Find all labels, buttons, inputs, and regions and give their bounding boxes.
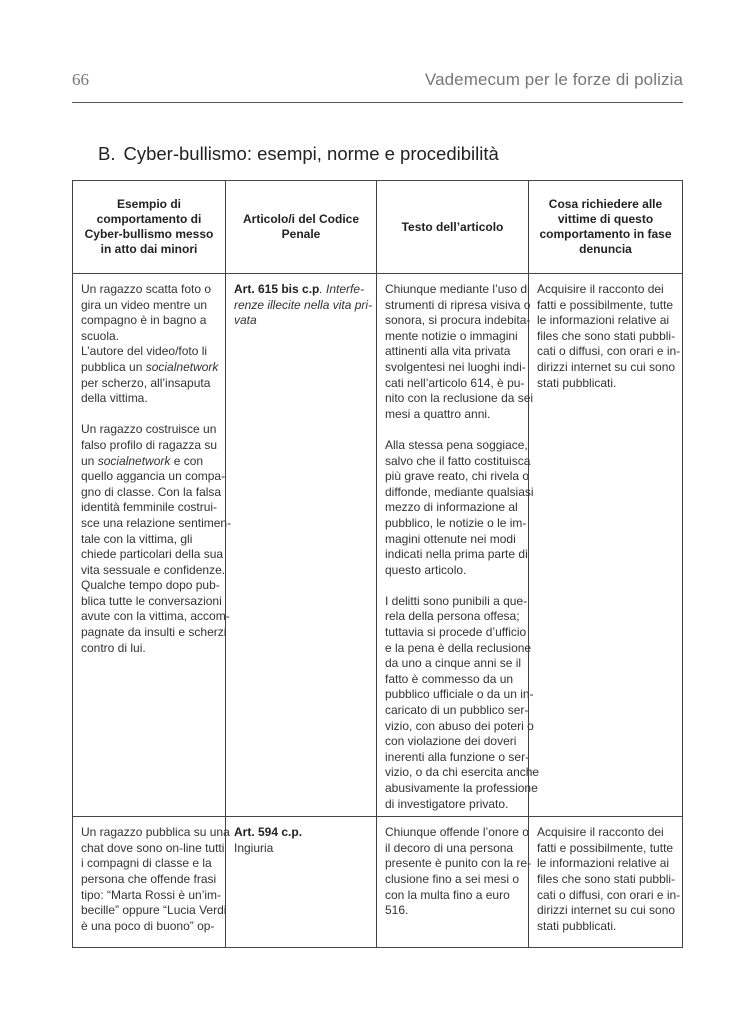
section-letter: B. (98, 143, 116, 164)
text-line: becille” oppure “Lucia Verdi (81, 903, 227, 918)
table-row (73, 817, 683, 948)
text-line: più grave reato, chi rivela o (385, 469, 530, 484)
cell-request (529, 274, 683, 817)
cell-article (226, 817, 377, 948)
text-line: stati pubblicati. (537, 375, 617, 390)
text-line: persona che offende frasi (81, 871, 217, 886)
text-line: da uno a cinque anni se il (385, 656, 522, 671)
text-line: rela della persona offesa; (385, 609, 520, 624)
cell-article-text (377, 274, 540, 817)
text-line: Chiunque offende l’onore o (385, 825, 529, 840)
text-line: fatti e possibilmente, tutte (537, 297, 674, 312)
text-line: avute con la vittima, accom- (81, 609, 230, 624)
text-line: compagno è in bagno a (81, 313, 207, 328)
text-line: pubblico, le notizie o le im- (385, 515, 527, 530)
text-line: cati nell’articolo 614, è pu- (385, 375, 525, 390)
text-line: con la multa fino a euro (385, 887, 510, 902)
text-line: il decoro di una persona (385, 840, 514, 855)
text-line: L’autore del video/foto li (81, 344, 208, 359)
text-line: caricato di un pubblico ser- (385, 703, 529, 718)
text-line: chat dove sono on-line tutti (81, 840, 225, 855)
text-line: clusione fino a sei mesi o (385, 871, 520, 886)
text-line: i compagni di classe e la (81, 856, 212, 871)
text-line: tuttavia si procede d’ufficio (385, 625, 527, 640)
text-line: scuola. (81, 328, 120, 343)
cell-example (73, 817, 230, 948)
text-line: quello aggancia un compa- (81, 469, 226, 484)
text-line: le informazioni relative ai (537, 856, 670, 871)
text-line: contro di lui. (81, 640, 146, 655)
section-title (98, 143, 507, 165)
text-line: pubblico ufficiale o da un in- (385, 687, 534, 702)
page-header (72, 70, 683, 103)
text-line: gira un video mentre un (81, 297, 208, 312)
cyberbullying-table (72, 180, 683, 948)
text-line: sce una relazione sentimen- (81, 515, 232, 530)
text-line: vita sessuale e confidenze. (81, 562, 226, 577)
text-line: pubblica un socialnetwork (81, 359, 219, 374)
text-line: inerenti alla funzione o ser- (385, 749, 530, 764)
text-line: cati o diffusi, con orari e in- (537, 887, 681, 902)
text-line: vata (234, 313, 257, 328)
text-line: attinenti alla vita privata (385, 344, 511, 359)
cell-request (529, 817, 683, 948)
text-line: Un ragazzo costruisce un (81, 422, 217, 437)
column-header-example: Esempio di comportamento di Cyber-bullismo messo in atto dai minori (73, 181, 226, 274)
table-header-row (73, 181, 683, 274)
text-line: le informazioni relative ai (537, 313, 670, 328)
text-line: salvo che il fatto costituisca (385, 453, 531, 468)
running-title: Vademecum per le forze di polizia (424, 70, 683, 89)
text-line: è una poco di buono” op- (81, 918, 215, 933)
text-line: renze illecite nella vita pri- (234, 297, 373, 312)
text-line: tale con la vittima, gli (81, 531, 193, 546)
text-line: svolgentesi nei luoghi indi- (385, 359, 526, 374)
text-line: nito con la reclusione da sei (385, 391, 534, 406)
paragraph-gap (81, 407, 217, 423)
text-line: files che sono stati pubbli- (537, 328, 676, 343)
text-line: Acquisire il racconto dei (537, 825, 664, 840)
text-line: stati pubblicati. (537, 918, 617, 933)
table-row (73, 274, 683, 817)
text-line: indicati nella prima parte di (385, 547, 528, 562)
text-line: fatti e possibilmente, tutte (537, 840, 674, 855)
text-line: cati o diffusi, con orari e in- (537, 344, 681, 359)
text-line: della vittima. (81, 391, 148, 406)
section-title-text: Cyber-bullismo: esempi, norme e procedibilità (123, 143, 499, 164)
text-line: falso profilo di ragazza su (81, 437, 218, 452)
text-line: . Interfe- (319, 282, 365, 296)
cell-article-text (377, 817, 532, 948)
paragraph-gap (385, 422, 520, 438)
column-header-request: Cosa richiedere alle vittime di questo comportamento in fase denuncia (529, 181, 683, 274)
text-line: Chiunque mediante l’uso di (385, 282, 530, 296)
text-line: pagnate da insulti e scherzi (81, 625, 227, 640)
text-line: Un ragazzo pubblica su una (81, 825, 230, 840)
text-line: blica tutte le conversazioni (81, 593, 222, 608)
column-header-text: Testo dell’articolo (377, 181, 529, 274)
text-line: 516. (385, 903, 409, 918)
text-line: di investigatore privato. (385, 796, 509, 811)
cell-article (226, 274, 377, 817)
text-line: vizio, o da chi esercita anche (385, 765, 540, 780)
text-line: files che sono stati pubbli- (537, 871, 676, 886)
text-line: tipo: “Marta Rossi è un’im- (81, 887, 222, 902)
text-line: per scherzo, all’insaputa (81, 375, 211, 390)
text-line: Un ragazzo scatta foto o (81, 282, 212, 296)
text-line: Acquisire il racconto dei (537, 282, 664, 296)
text-line: Qualche tempo dopo pub- (81, 578, 220, 593)
text-line: vizio, con abuso dei poteri o (385, 718, 534, 733)
text-line: gno di classe. Con la falsa (81, 484, 222, 499)
text-line: dirizzi internet su cui sono (537, 359, 676, 374)
text-line: chiede particolari della sua (81, 547, 224, 562)
text-line: sonora, si procura indebita- (385, 313, 531, 328)
text-line: fatto è commesso da un (385, 671, 514, 686)
text-line: abusivamente la professione (385, 781, 538, 795)
text-line: identità femminile costrui- (81, 500, 218, 515)
cell-example (73, 274, 232, 817)
page-number: 66 (72, 70, 89, 89)
text-line: strumenti di ripresa visiva o (385, 297, 531, 312)
column-header-article: Articolo/i del Codice Penale (226, 181, 377, 274)
text-line: un socialnetwork e con (81, 453, 204, 468)
text-line: presente è punito con la re- (385, 856, 532, 871)
text-line: mezzo di informazione al (385, 500, 518, 515)
text-line: diffonde, mediante qualsiasi (385, 484, 534, 499)
text-line: questo articolo. (385, 562, 467, 577)
text-line: con violazione dei doveri (385, 734, 517, 749)
text-line: e la pena è della reclusione (385, 640, 532, 655)
text-line: mesi a quattro anni. (385, 406, 491, 421)
article-reference: Art. 594 c.p. (234, 825, 303, 840)
paragraph-gap (385, 578, 520, 594)
text-line: mente notizie o immagini (385, 328, 518, 343)
text-line: dirizzi internet su cui sono (537, 903, 676, 918)
text-line: I delitti sono punibili a que- (385, 593, 528, 608)
text-line: Ingiuria (234, 840, 274, 855)
article-description (234, 841, 368, 857)
text-line: magini ottenute nei modi (385, 531, 516, 546)
text-line: Alla stessa pena soggiace, (385, 437, 528, 452)
article-reference: Art. 615 bis c.p (234, 282, 320, 296)
